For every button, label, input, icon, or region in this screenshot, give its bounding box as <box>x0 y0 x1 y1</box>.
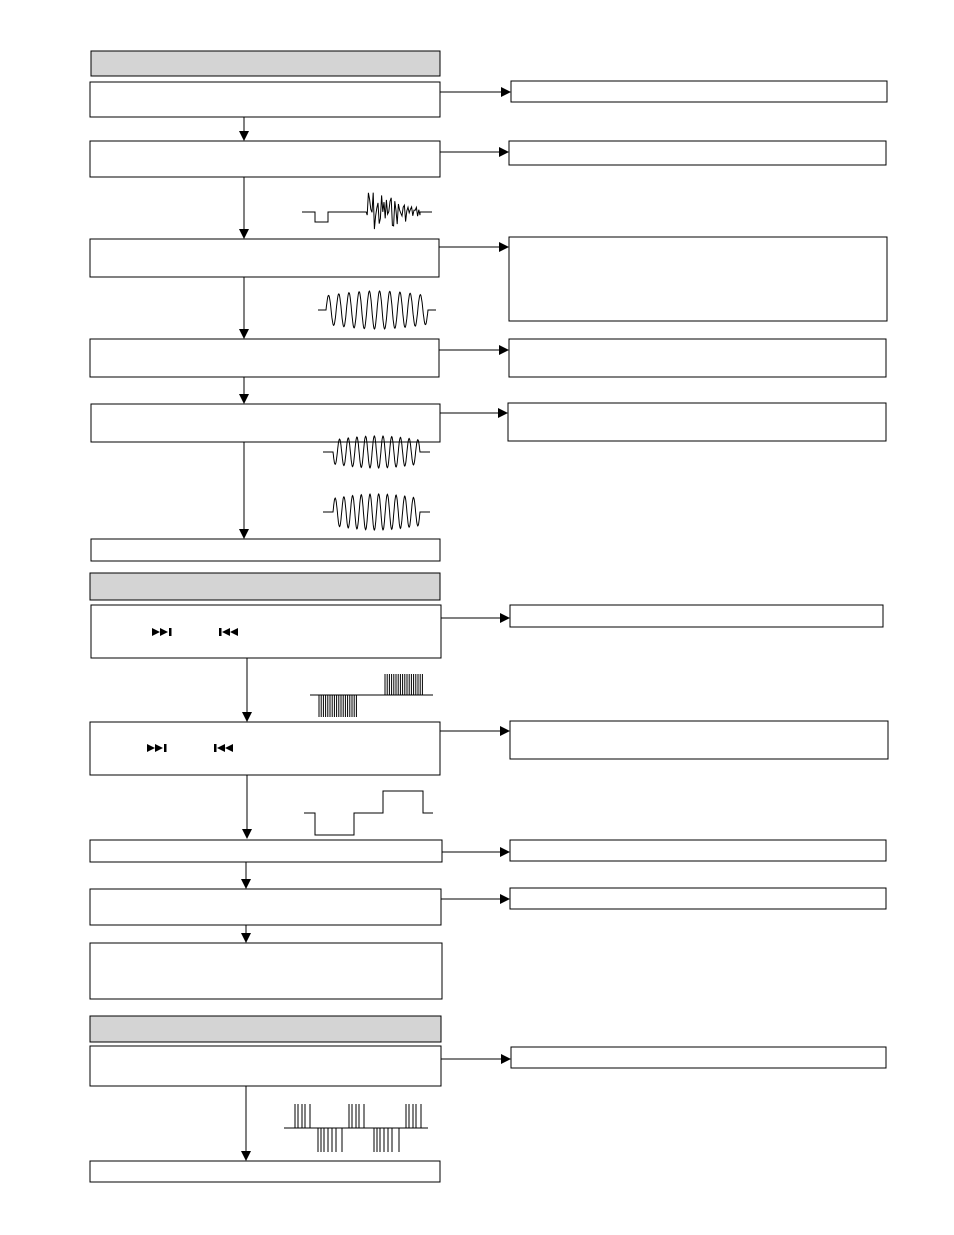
check-box-7 <box>90 722 440 775</box>
check-box-5 <box>91 404 440 442</box>
check-box-8 <box>90 840 442 862</box>
section-header-1 <box>91 51 440 76</box>
result-box-6 <box>510 605 883 627</box>
check-box-1 <box>90 82 440 117</box>
result-box-7 <box>510 721 888 759</box>
end-box-2 <box>90 943 442 999</box>
result-box-4 <box>509 339 886 377</box>
section-header-3 <box>90 1016 441 1042</box>
result-box-1 <box>511 81 887 102</box>
sine-burst-waveform-bottom <box>323 494 430 530</box>
check-box-4 <box>90 339 439 377</box>
result-box-3 <box>509 237 887 321</box>
check-box-3 <box>90 239 439 277</box>
pulse-train-waveform <box>310 674 433 717</box>
check-box-9 <box>90 889 441 925</box>
sine-burst-waveform <box>318 291 436 329</box>
alternating-pulse-train-waveform <box>284 1104 428 1152</box>
section-header-2 <box>90 573 440 600</box>
end-box-1 <box>91 539 440 561</box>
pulse-burst-waveform <box>302 193 432 230</box>
end-box-3 <box>90 1161 440 1182</box>
result-box-9 <box>510 888 886 909</box>
check-box-6 <box>91 605 441 658</box>
check-box-10 <box>90 1046 441 1086</box>
check-box-2 <box>90 141 440 177</box>
result-box-2 <box>509 141 886 165</box>
result-box-8 <box>510 840 886 861</box>
result-box-5 <box>508 403 886 441</box>
result-box-10 <box>511 1047 886 1068</box>
square-pulse-waveform <box>304 791 433 835</box>
